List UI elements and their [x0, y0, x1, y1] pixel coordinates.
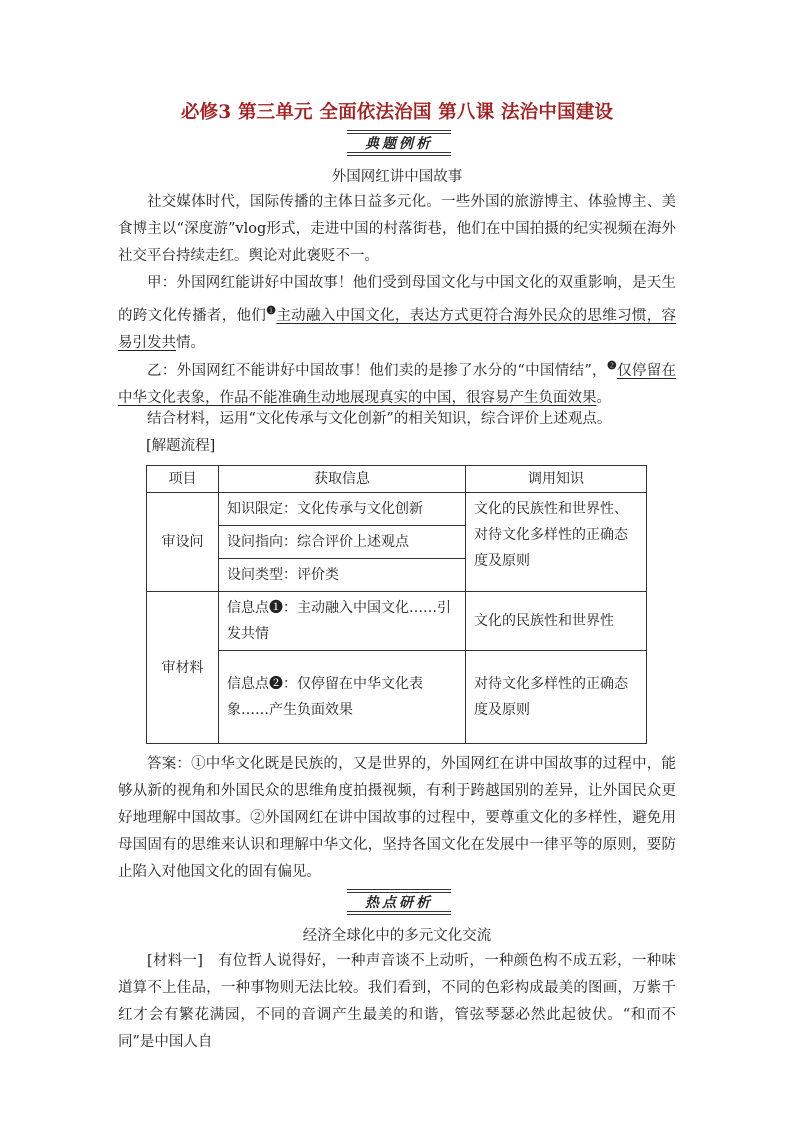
info-marker-2: ❷	[606, 359, 618, 372]
intro-paragraph: 社交媒体时代，国际传播的主体日益多元化。一些外国的旅游博主、体验博主、美食博主以“深度游”vlog形式，走进中国的村落街巷，他们在中国拍摄的纪实视频在海外社交平台持续走红。舆论对此褒贬不一。	[118, 194, 676, 264]
table-row	[147, 493, 647, 526]
view-yi-end: 。	[596, 389, 611, 406]
table-header-row	[147, 466, 647, 493]
view-jia-paragraph	[118, 270, 676, 357]
question-paragraph: 结合材料，运用“文化传承与文化创新”的相关知识，综合评价上述观点。	[147, 411, 612, 427]
table-cell: 信息点❶：主动融入中国文化……引发共情	[219, 592, 466, 651]
table-header: 项目	[147, 466, 219, 493]
table-header: 获取信息	[219, 466, 466, 493]
table-cell: 设问类型：评价类	[219, 559, 466, 592]
material-paragraph: [材料一] 有位哲人说得好，一种声音谈不上动听，一种颜色构不成五彩，一种味道算不上佳品，一种事物则无法比较。我们看到，不同的色彩构成最美的图画，万紫千红才会有繁花满园，不同的音调产生最美的和谐，管弦琴瑟必然此起彼伏。“和而不同”是中国人自	[118, 953, 676, 1050]
table-header: 调用知识	[466, 466, 647, 493]
view-yi-text: 乙：外国网红不能讲好中国故事！他们卖的是掺了水分的“中国情结”，	[147, 362, 607, 379]
flow-label: [解题流程]	[146, 438, 216, 454]
section-subtitle: 经济全球化中的多元文化交流	[302, 928, 492, 944]
table-cell: 知识限定：文化传承与文化创新	[219, 493, 466, 526]
underlined-text: 主动融入中国文化，表达方式更符合海外民众的思维习惯，容易引发共	[118, 307, 677, 351]
table-cell: 文化的民族性和世界性	[466, 592, 647, 651]
table-row	[147, 651, 647, 744]
group-label-question: 审设问	[147, 493, 219, 592]
table-row	[147, 592, 647, 651]
table-cell: 文化的民族性和世界性、对待文化多样性的正确态度及原则	[466, 493, 647, 592]
section-tag-hotspot: 热点研析	[347, 889, 451, 915]
view-jia-text: 甲：外国网红能讲好中国故事！他们受到母国文化与中国文化的双重影响，是天生的跨文化传播者，他们	[118, 275, 676, 324]
document-title: 必修3 第三单元 全面依法治国 第八课 法治中国建设	[180, 102, 614, 123]
section-subtitle: 外国网红讲中国故事	[331, 169, 463, 185]
table-cell: 信息点❷：仅停留在中华文化表象……产生负面效果	[219, 651, 466, 744]
table-cell: 对待文化多样性的正确态度及原则	[466, 651, 647, 744]
section-tag-examples: 典题例析	[347, 130, 451, 156]
view-jia-end: 情。	[176, 334, 205, 351]
group-label-material: 审材料	[147, 592, 219, 744]
underlined-text: 仅停留在中华文化表象，作品不能准确生动地展现真实的中国，很容易产生负面效果	[118, 362, 677, 406]
table-cell: 设问指向：综合评价上述观点	[219, 526, 466, 559]
view-yi-paragraph	[118, 352, 676, 412]
info-marker-1: ❶	[266, 304, 277, 317]
answer-paragraph: 答案：①中华文化既是民族的，又是世界的，外国网红在讲中国故事的过程中，能够从新的视角和外国民众的思维角度拍摄视频，有利于跨越国别的差异，让外国民众更好地理解中国故事。②外国网红在讲中国故事的过程中，要尊重文化的多样性，避免用母国固有的思维来认识和理解中华文化，坚持各国文化在发展中一律平等的原则，要防止陷入对他国文化的固有偏见。	[118, 756, 676, 880]
solution-flow-table	[146, 465, 647, 744]
